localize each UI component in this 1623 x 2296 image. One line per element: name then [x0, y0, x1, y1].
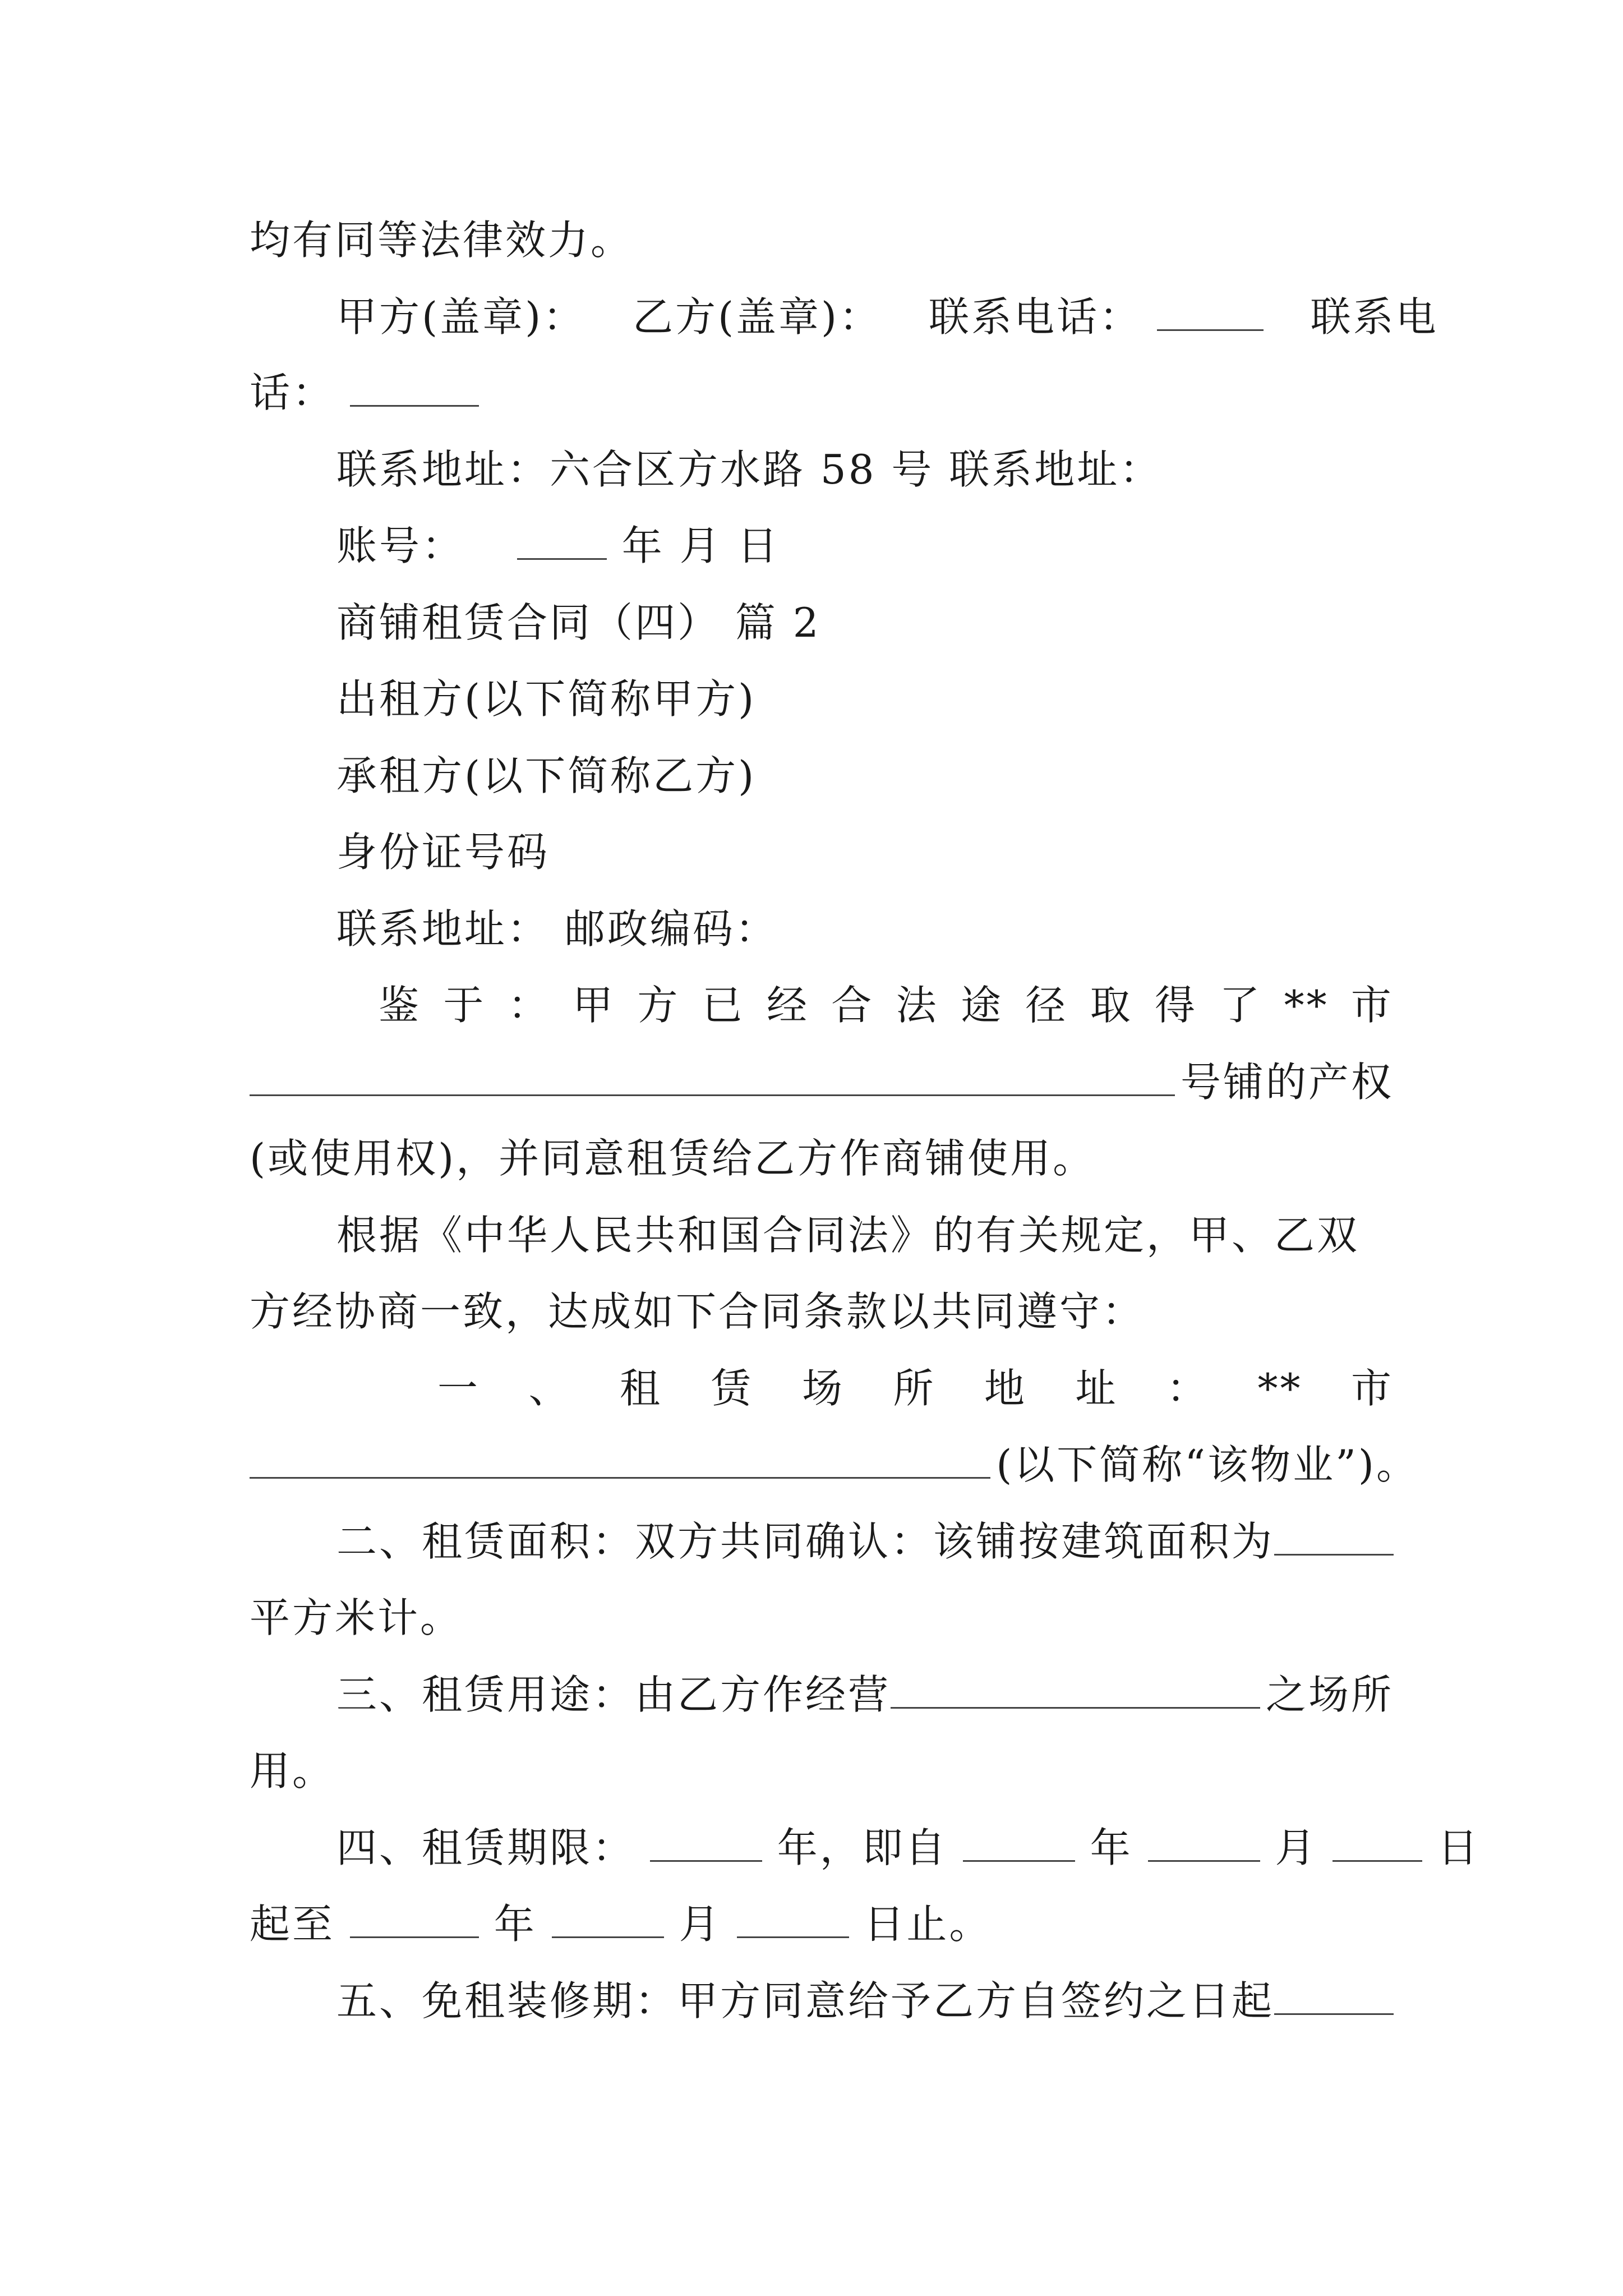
text: 日止。 — [864, 1901, 992, 1948]
signature-line — [336, 289, 1438, 345]
phone-label-2: 联系电 — [1310, 293, 1438, 341]
fill-line — [250, 1054, 1394, 1110]
char: ： — [1166, 1365, 1210, 1412]
text: 起至 — [250, 1901, 335, 1948]
paragraph-line — [336, 1207, 1394, 1263]
text: 号铺的产权 — [1180, 1059, 1394, 1106]
address-line — [336, 441, 1394, 498]
text: 之场所 — [1265, 1671, 1394, 1718]
char: 地 — [984, 1365, 1027, 1412]
paragraph-line — [250, 365, 1394, 421]
text: 年，即自 — [777, 1824, 948, 1871]
char: 市 — [1350, 1365, 1394, 1412]
paragraph-line — [336, 824, 1394, 880]
char: 于 — [443, 982, 486, 1029]
char: 所 — [893, 1365, 936, 1412]
account-line — [336, 518, 1394, 574]
blank-line — [552, 1899, 664, 1938]
paragraph-line — [336, 748, 1394, 804]
rent-free-line — [336, 1973, 1394, 2029]
account-label: 账号： — [336, 522, 465, 569]
purpose-line — [336, 1667, 1394, 1723]
paragraph-line — [250, 1743, 1394, 1799]
paragraph-line — [250, 1590, 1394, 1646]
text: 方经协商一致，达成如下合同条款以共同遵守： — [250, 1288, 1145, 1335]
char: 方 — [637, 982, 680, 1029]
text: 出租方(以下简称甲方) — [336, 675, 757, 723]
text: 平方米计。 — [250, 1594, 463, 1641]
text: 根据《中华人民共和国合同法》的有关规定，甲、乙双 — [336, 1212, 1360, 1259]
char: 场 — [802, 1365, 845, 1412]
text: (以下简称“该物业”)。 — [996, 1441, 1419, 1488]
char: ： — [508, 982, 551, 1029]
char: 了 — [1219, 982, 1262, 1029]
justified-line — [379, 977, 1394, 1033]
paragraph-line — [336, 671, 1394, 727]
blank-line — [737, 1899, 849, 1938]
text: 承租方(以下简称乙方) — [336, 752, 757, 799]
blank-line — [1332, 1823, 1422, 1862]
party-b-seal-label: 乙方(盖章)： — [632, 293, 882, 341]
party-a-seal-label: 甲方(盖章)： — [336, 293, 586, 341]
char: 租 — [620, 1365, 663, 1412]
char: 经 — [766, 982, 809, 1029]
text: 三、租赁用途：由乙方作经营 — [336, 1671, 891, 1718]
area-line — [336, 1513, 1394, 1570]
char: 已 — [702, 982, 745, 1029]
text: 四、租赁期限： — [336, 1824, 635, 1871]
text: 日 — [1437, 1824, 1481, 1871]
char: 一 — [437, 1365, 481, 1412]
term-line-2 — [250, 1896, 1394, 1952]
justified-line — [437, 1360, 1394, 1416]
char: 鉴 — [379, 982, 422, 1029]
phone-label: 联系电话： — [928, 293, 1142, 341]
blank-line — [891, 1670, 1260, 1709]
blank-line — [1274, 1517, 1394, 1556]
char: 得 — [1154, 982, 1197, 1029]
blank-line — [250, 1057, 1175, 1096]
paragraph-line — [250, 212, 1394, 268]
blank-line — [1148, 1823, 1260, 1862]
char: 取 — [1090, 982, 1133, 1029]
text: (或使用权)，并同意租赁给乙方作商铺使用。 — [250, 1135, 1096, 1182]
text: 五、免租装修期：甲方同意给予乙方自签约之日起 — [336, 1977, 1275, 2024]
text: 年 — [494, 1901, 537, 1948]
blank-line — [350, 1899, 479, 1938]
paragraph-line — [250, 1283, 1394, 1340]
text: 身份证号码 — [336, 829, 550, 876]
text: 话： — [250, 369, 335, 416]
paragraph-line — [336, 901, 1394, 957]
fill-line — [250, 1437, 1419, 1493]
paragraph-line — [250, 1130, 1394, 1186]
blank-line — [1157, 292, 1264, 331]
char: 赁 — [711, 1365, 754, 1412]
text: 年 — [1090, 1824, 1133, 1871]
text: 二、租赁面积：双方共同确认：该铺按建筑面积为 — [336, 1518, 1275, 1565]
blank-line — [650, 1823, 762, 1862]
char: 甲 — [572, 982, 615, 1029]
text: 商铺租赁合同（四） 篇 2 — [336, 599, 821, 646]
text: 月 — [1275, 1824, 1318, 1871]
char: 径 — [1025, 982, 1068, 1029]
text: 均有同等法律效力。 — [250, 217, 634, 264]
text: 联系地址：六合区方水路 58 号 联系地址： — [336, 446, 1163, 493]
text: 联系地址： 邮政编码： — [336, 905, 778, 953]
char: ** — [1257, 1365, 1303, 1412]
char: 合 — [831, 982, 874, 1029]
term-line — [336, 1820, 1481, 1876]
section-title — [336, 595, 1394, 651]
blank-line — [963, 1823, 1075, 1862]
text: 用。 — [250, 1747, 335, 1795]
char: ** — [1284, 982, 1329, 1029]
blank-line — [1274, 1976, 1394, 2015]
blank-line — [350, 368, 479, 407]
char: 法 — [896, 982, 939, 1029]
char: 途 — [960, 982, 1003, 1029]
char: 址 — [1075, 1365, 1118, 1412]
text: 月 — [679, 1901, 722, 1948]
date-label: 年 月 日 — [621, 522, 780, 569]
blank-line — [250, 1440, 990, 1479]
char: 、 — [528, 1365, 571, 1412]
char: 市 — [1350, 982, 1394, 1029]
blank-line — [517, 521, 607, 560]
